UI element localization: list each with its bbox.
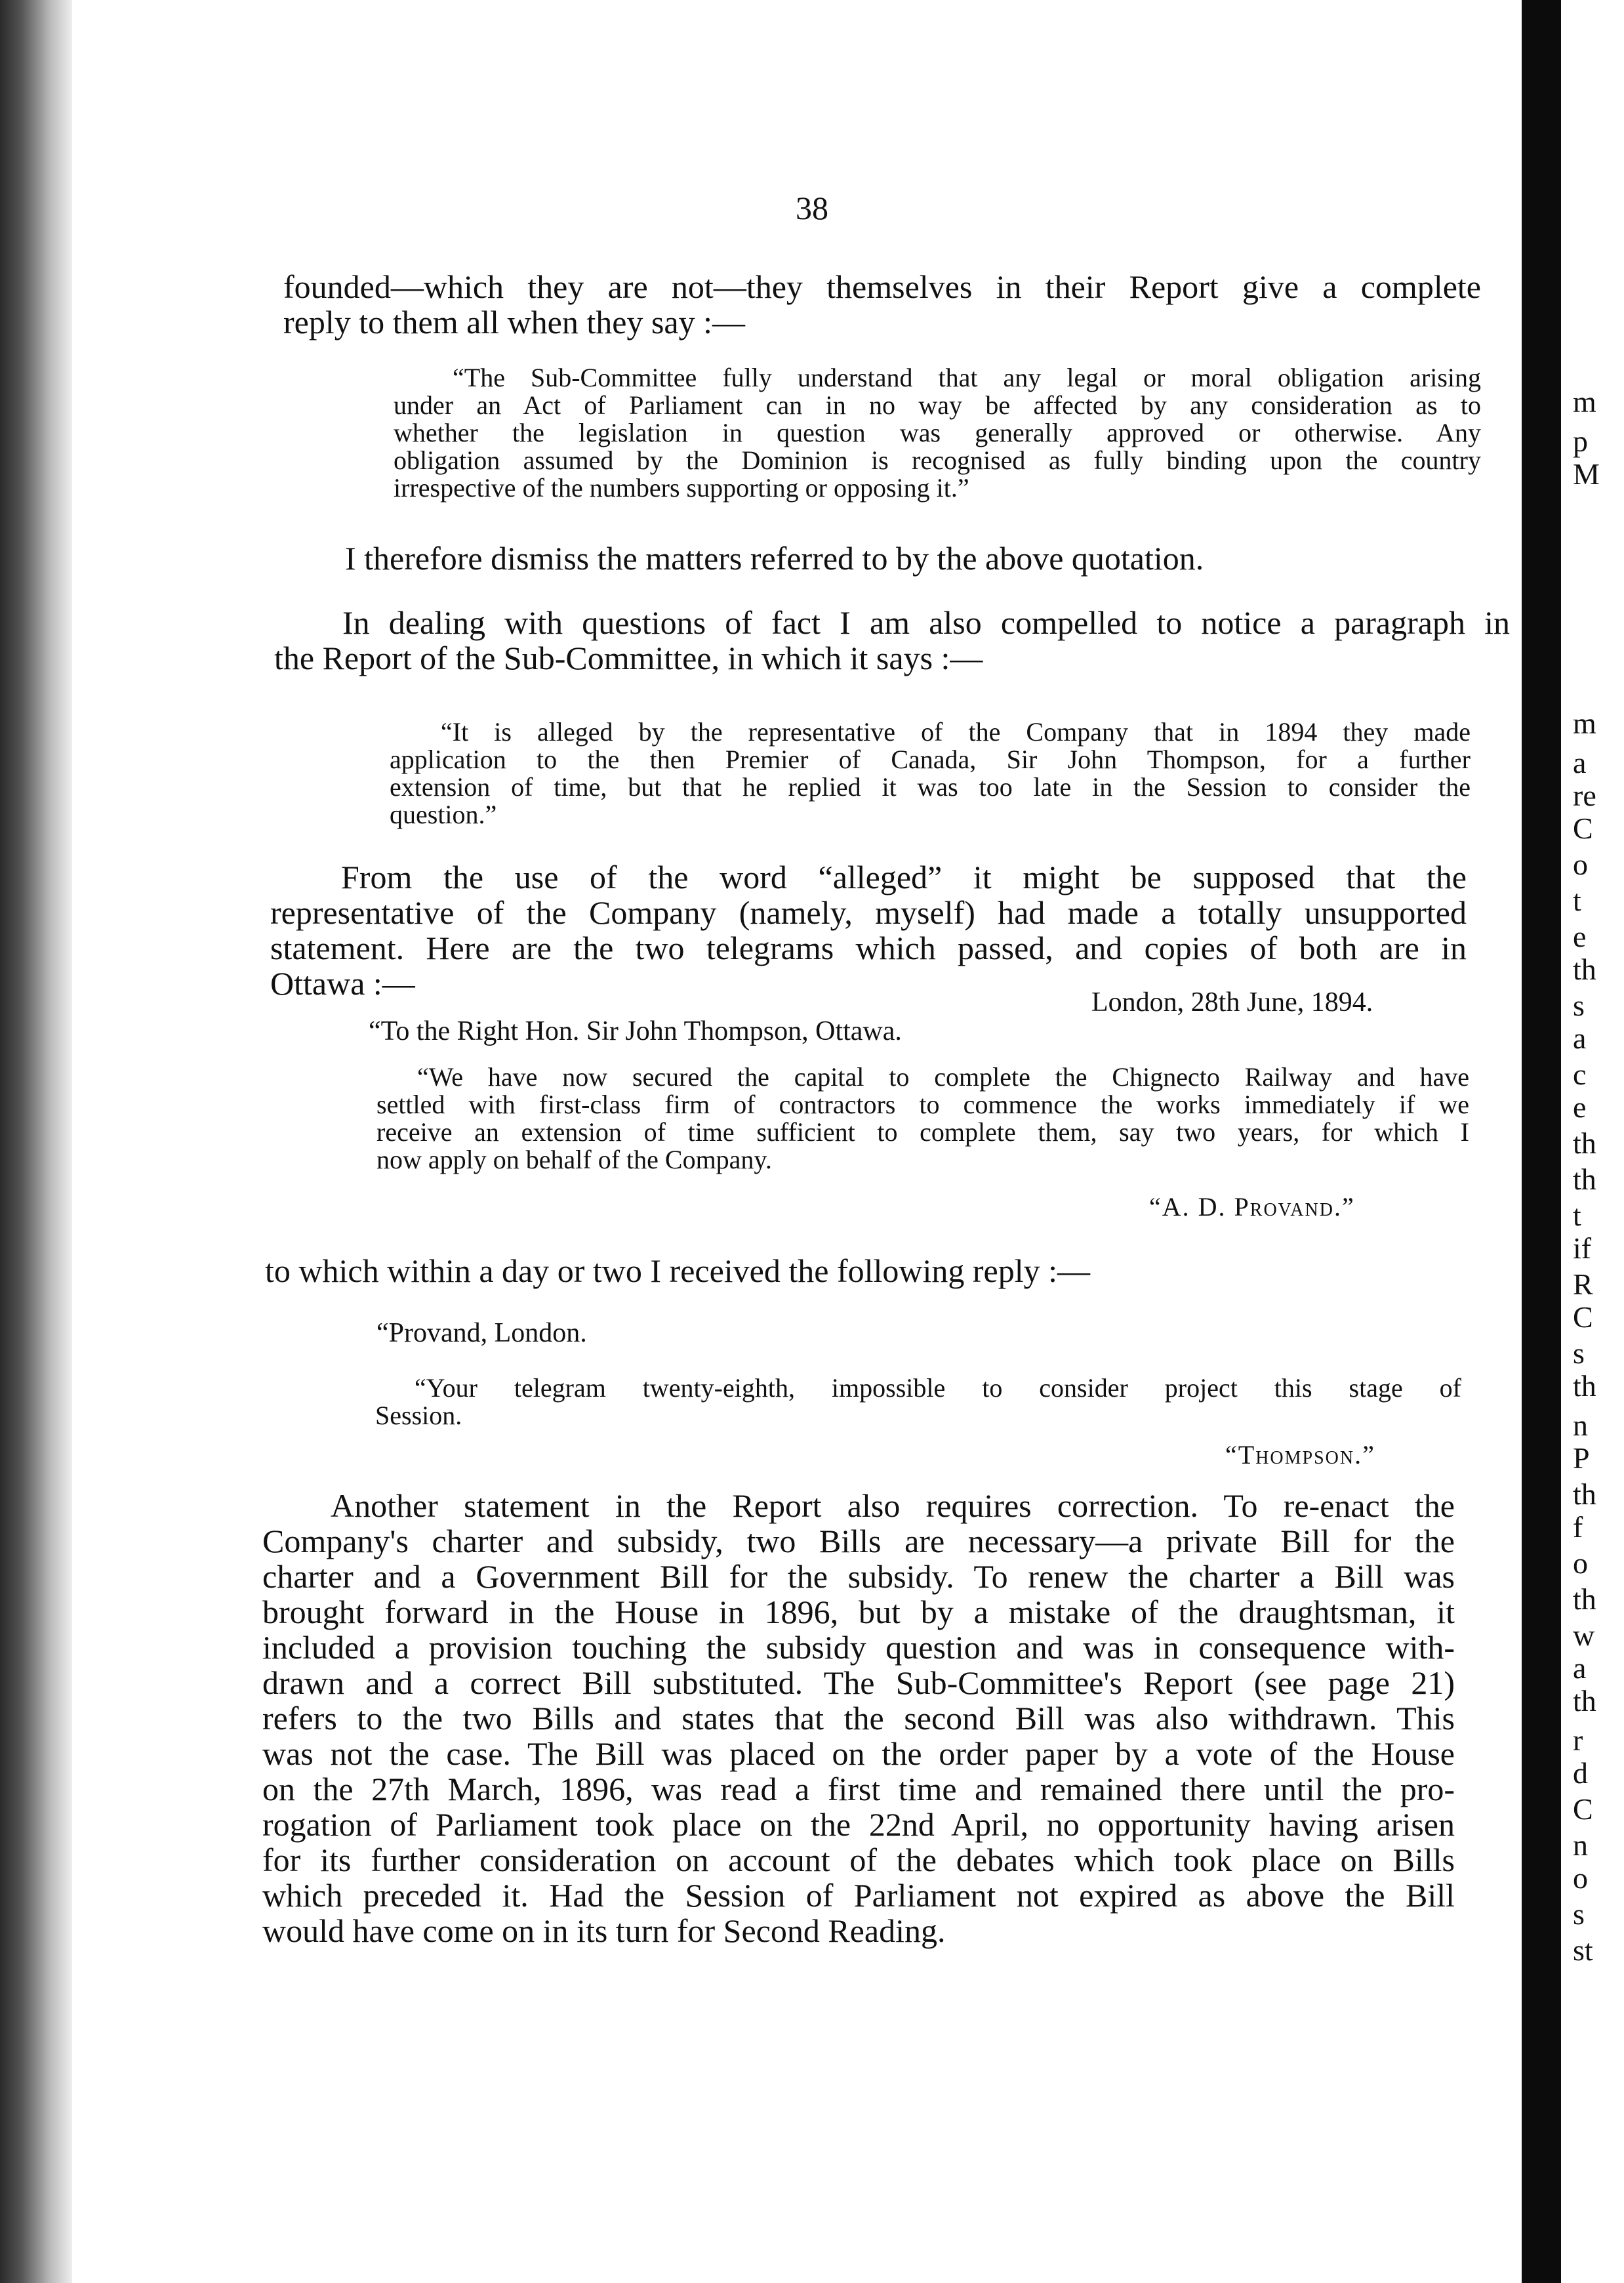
facing-page-fragment: e <box>1573 1090 1587 1124</box>
facing-page-fragment: d <box>1573 1756 1588 1790</box>
body-line: included a provision touching the subsidy question and was in consequence with- <box>262 1629 1455 1666</box>
facing-page-fragment: o <box>1573 1546 1588 1580</box>
facing-page-fragment: p <box>1573 424 1588 458</box>
facing-page-fragment: n <box>1573 1409 1588 1442</box>
facing-page-fragment: P <box>1573 1441 1590 1475</box>
body-line: refers to the two Bills and states that the second Bill was also withdrawn. This <box>262 1700 1455 1737</box>
facing-page-fragment: C <box>1573 1300 1593 1334</box>
body-line: which preceded it. Had the Session of Parliament not expired as above the Bill <box>262 1877 1455 1914</box>
facing-page-fragment: R <box>1573 1267 1593 1301</box>
telegram-line: “Your telegram twenty-eighth, impossible to consider project this stage of <box>415 1373 1461 1403</box>
body-line: was not the case. The Bill was placed on the order paper by a vote of the House <box>262 1735 1455 1772</box>
quote-line: application to the then Premier of Canada, Sir John Thompson, for a further <box>390 745 1471 774</box>
quote-line: question.” <box>390 800 497 829</box>
body-line: on the 27th March, 1896, was read a first time and remained there until the pro- <box>262 1771 1455 1807</box>
telegram-line: “We have now secured the capital to complete the Chignecto Railway and have <box>417 1062 1469 1092</box>
facing-page-fragment: r <box>1573 1723 1583 1757</box>
body-line: From the use of the word “alleged” it might be supposed that the <box>341 859 1467 895</box>
quote-line: “The Sub-Committee fully understand that any legal or moral obligation arising <box>453 363 1481 392</box>
facing-page-fragment: th <box>1573 1162 1596 1196</box>
page-number: 38 <box>796 190 828 226</box>
facing-page-fragment: a <box>1573 1021 1587 1055</box>
facing-page-fragment: a <box>1573 746 1587 779</box>
facing-page-edge <box>1561 0 1624 2283</box>
telegram-line: Session. <box>375 1401 462 1430</box>
facing-page-fragment: th <box>1573 1126 1596 1160</box>
quote-line: extension of time, but that he replied it was too late in the Session to consider the <box>390 772 1471 802</box>
facing-page-fragment: M <box>1573 457 1600 491</box>
body-line: Ottawa :— <box>270 965 415 1002</box>
quote-line: “It is alleged by the representative of the Company that in 1894 they made <box>441 717 1471 747</box>
facing-page-fragment: th <box>1573 1582 1596 1616</box>
body-line: brought forward in the House in 1896, but by a mistake of the draughtsman, it <box>262 1594 1455 1630</box>
facing-page-fragment: n <box>1573 1828 1588 1862</box>
facing-page-fragment: C <box>1573 812 1593 845</box>
facing-page-fragment: m <box>1573 385 1596 419</box>
telegram-address: “Provand, London. <box>376 1318 587 1348</box>
body-line: drawn and a correct Bill substituted. The Sub-Committee's Report (see page 21) <box>262 1664 1455 1701</box>
quote-line: whether the legislation in question was generally approved or otherwise. Any <box>394 418 1481 447</box>
body-line: representative of the Company (namely, myself) had made a totally unsupported <box>270 894 1467 931</box>
body-line: statement. Here are the two telegrams which passed, and copies of both are in <box>270 930 1467 966</box>
telegram-dateline: London, 28th June, 1894. <box>1091 987 1373 1018</box>
body-line: the Report of the Sub-Committee, in which it says :— <box>274 640 983 676</box>
facing-page-fragment: m <box>1573 707 1596 740</box>
book-gutter <box>1522 0 1561 2283</box>
body-line: Company's charter and subsidy, two Bills are necessary—a private Bill for the <box>262 1523 1455 1559</box>
facing-page-fragment: o <box>1573 1861 1588 1895</box>
facing-page-fragment: th <box>1573 1684 1596 1717</box>
facing-page-fragment: f <box>1573 1510 1583 1544</box>
quote-line: under an Act of Parliament can in no way be affected by any consideration as to <box>394 390 1481 420</box>
telegram-signature: “A. D. Provand.” <box>1149 1192 1355 1222</box>
body-line: for its further consideration on account of the debates which took place on Bills <box>262 1841 1455 1878</box>
body-line: rogation of Parliament took place on the 22nd April, no opportunity having arisen <box>262 1806 1455 1843</box>
facing-page-fragment: t <box>1573 884 1581 917</box>
body-line: would have come on in its turn for Second Reading. <box>262 1912 946 1949</box>
facing-page-fragment: a <box>1573 1651 1587 1685</box>
facing-page-fragment: o <box>1573 848 1588 881</box>
body-line: reply to them all when they say :— <box>283 304 746 340</box>
facing-page-fragment: re <box>1573 779 1596 812</box>
facing-page-fragment: th <box>1573 953 1596 986</box>
telegram-line: settled with first-class firm of contractors to commence the works immediately if we <box>376 1090 1469 1119</box>
telegram-signature: “Thompson.” <box>1225 1440 1375 1470</box>
facing-page-fragment: s <box>1573 989 1585 1022</box>
body-line: to which within a day or two I received the following reply :— <box>265 1252 1091 1289</box>
facing-page-fragment: if <box>1573 1231 1592 1265</box>
facing-page-fragment: s <box>1573 1897 1585 1931</box>
facing-page-fragment: C <box>1573 1792 1593 1826</box>
facing-page-fragment: th <box>1573 1369 1596 1403</box>
facing-page-fragment: t <box>1573 1199 1581 1232</box>
quote-line: irrespective of the numbers supporting or opposing it.” <box>394 473 969 503</box>
telegram-line: receive an extension of time sufficient to complete them, say two years, for which I <box>376 1117 1469 1147</box>
body-line: In dealing with questions of fact I am also compelled to notice a paragraph in <box>342 604 1510 641</box>
facing-page-fragment: s <box>1573 1336 1585 1370</box>
body-line: I therefore dismiss the matters referred to by the above quotation. <box>345 540 1204 577</box>
facing-page-fragment: st <box>1573 1933 1593 1967</box>
book-binding-edge <box>0 0 72 2283</box>
facing-page-fragment: c <box>1573 1058 1587 1091</box>
telegram-line: now apply on behalf of the Company. <box>376 1145 772 1174</box>
facing-page-fragment: th <box>1573 1477 1596 1511</box>
facing-page-fragment: e <box>1573 920 1587 953</box>
telegram-address: “To the Right Hon. Sir John Thompson, Ottawa. <box>369 1016 902 1046</box>
body-line: charter and a Government Bill for the subsidy. To renew the charter a Bill was <box>262 1558 1455 1595</box>
quote-line: obligation assumed by the Dominion is recognised as fully binding upon the country <box>394 445 1481 475</box>
facing-page-fragment: w <box>1573 1618 1595 1652</box>
body-line: founded—which they are not—they themselves in their Report give a complete <box>283 268 1481 305</box>
body-line: Another statement in the Report also requires correction. To re-enact the <box>331 1487 1455 1524</box>
